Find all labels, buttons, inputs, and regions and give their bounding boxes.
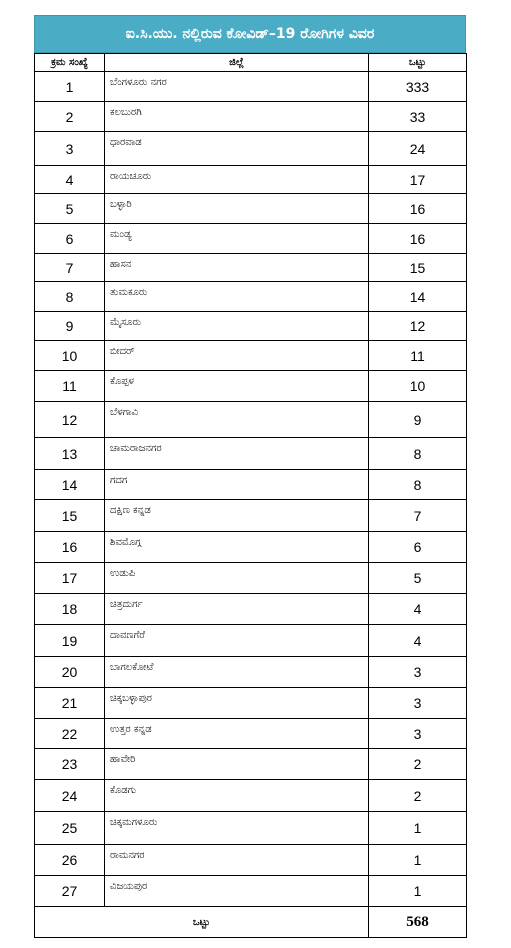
count-cell: 10 — [369, 371, 467, 402]
table-body — [35, 72, 467, 907]
district-name-cell: ಶಿವಮೊಗ್ಗ — [105, 532, 369, 563]
count-cell: 1 — [369, 876, 467, 907]
table-row — [35, 688, 467, 719]
count-cell: 1 — [369, 812, 467, 845]
table-row — [35, 166, 467, 194]
table-row — [35, 500, 467, 532]
count-cell: 12 — [369, 312, 467, 341]
serial-number-cell: 6 — [35, 224, 105, 254]
table-row — [35, 532, 467, 563]
serial-number-cell: 14 — [35, 470, 105, 500]
district-name-cell: ಕಲಬುರಗಿ — [105, 102, 369, 132]
table-row — [35, 563, 467, 594]
table-header-row — [35, 54, 467, 72]
district-name-cell: ತುಮಕೂರು — [105, 282, 369, 312]
serial-number-cell: 21 — [35, 688, 105, 719]
serial-number-cell: 3 — [35, 132, 105, 166]
total-value: 568 — [369, 907, 467, 938]
total-label: ಒಟ್ಟು — [35, 907, 369, 938]
table-row — [35, 625, 467, 657]
serial-number-cell: 12 — [35, 402, 105, 438]
table-row — [35, 282, 467, 312]
count-cell: 1 — [369, 845, 467, 876]
serial-number-cell: 2 — [35, 102, 105, 132]
table-row — [35, 254, 467, 282]
serial-number-cell: 24 — [35, 780, 105, 812]
serial-number-cell: 7 — [35, 254, 105, 282]
count-cell: 8 — [369, 470, 467, 500]
district-name-cell: ಚಿತ್ರದುರ್ಗ — [105, 594, 369, 625]
district-name-cell: ಕೊಡಗು — [105, 780, 369, 812]
count-cell: 3 — [369, 688, 467, 719]
count-cell: 6 — [369, 532, 467, 563]
table-row — [35, 72, 467, 102]
count-cell: 2 — [369, 780, 467, 812]
count-cell: 8 — [369, 438, 467, 470]
serial-number-cell: 1 — [35, 72, 105, 102]
district-name-cell: ಹಾವೇರಿ — [105, 749, 369, 780]
serial-number-cell: 25 — [35, 812, 105, 845]
district-name-cell: ರಾಯಚೂರು — [105, 166, 369, 194]
serial-number-cell: 16 — [35, 532, 105, 563]
district-name-cell: ಬೆಂಗಳೂರು ನಗರ — [105, 72, 369, 102]
count-cell: 5 — [369, 563, 467, 594]
serial-number-cell: 13 — [35, 438, 105, 470]
table-row — [35, 312, 467, 341]
district-table — [34, 53, 467, 938]
district-name-cell: ಮಂಡ್ಯ — [105, 224, 369, 254]
count-cell: 24 — [369, 132, 467, 166]
count-cell: 17 — [369, 166, 467, 194]
table-row — [35, 876, 467, 907]
table-row — [35, 594, 467, 625]
district-name-cell: ಬಾಗಲಕೋಟೆ — [105, 657, 369, 688]
serial-number-cell: 19 — [35, 625, 105, 657]
district-name-cell: ಧಾರವಾಡ — [105, 132, 369, 166]
district-name-cell: ಚಿಕ್ಕಮಗಳೂರು — [105, 812, 369, 845]
serial-number-cell: 18 — [35, 594, 105, 625]
district-name-cell: ಚಾಮರಾಜನಗರ — [105, 438, 369, 470]
table-row — [35, 780, 467, 812]
count-cell: 9 — [369, 402, 467, 438]
table-row — [35, 845, 467, 876]
total-row — [35, 907, 467, 938]
count-cell: 14 — [369, 282, 467, 312]
district-name-cell: ಮೈಸೂರು — [105, 312, 369, 341]
count-cell: 4 — [369, 625, 467, 657]
count-cell: 4 — [369, 594, 467, 625]
district-name-cell: ಬಳ್ಳಾರಿ — [105, 194, 369, 224]
count-cell: 16 — [369, 224, 467, 254]
serial-number-cell: 23 — [35, 749, 105, 780]
table-row — [35, 102, 467, 132]
district-name-cell: ದಕ್ಷಿಣ ಕನ್ನಡ — [105, 500, 369, 532]
count-cell: 33 — [369, 102, 467, 132]
serial-number-cell: 8 — [35, 282, 105, 312]
district-name-cell: ಚಿಕ್ಕಬಳ್ಳಾಪುರ — [105, 688, 369, 719]
count-cell: 7 — [369, 500, 467, 532]
serial-number-cell: 26 — [35, 845, 105, 876]
table-row — [35, 749, 467, 780]
district-name-cell: ಹಾಸನ — [105, 254, 369, 282]
table-row — [35, 402, 467, 438]
serial-number-cell: 10 — [35, 341, 105, 371]
district-name-cell: ಕೊಪ್ಪಳ — [105, 371, 369, 402]
table-row — [35, 657, 467, 688]
district-name-cell: ಬೆಳಗಾವಿ — [105, 402, 369, 438]
column-header-district: ಜಿಲ್ಲೆ — [105, 54, 369, 72]
table-row — [35, 341, 467, 371]
district-name-cell: ಉಡುಪಿ — [105, 563, 369, 594]
table-row — [35, 194, 467, 224]
serial-number-cell: 5 — [35, 194, 105, 224]
table-row — [35, 224, 467, 254]
count-cell: 3 — [369, 719, 467, 749]
serial-number-cell: 17 — [35, 563, 105, 594]
icu-covid-sheet — [34, 15, 466, 938]
count-cell: 15 — [369, 254, 467, 282]
count-cell: 333 — [369, 72, 467, 102]
count-cell: 16 — [369, 194, 467, 224]
table-row — [35, 371, 467, 402]
serial-number-cell: 11 — [35, 371, 105, 402]
column-header-total: ಒಟ್ಟು — [369, 54, 467, 72]
table-row — [35, 438, 467, 470]
count-cell: 11 — [369, 341, 467, 371]
district-name-cell: ಉತ್ತರ ಕನ್ನಡ — [105, 719, 369, 749]
table-row — [35, 719, 467, 749]
count-cell: 3 — [369, 657, 467, 688]
table-title: ಐ.ಸಿ.ಯು. ನಲ್ಲಿರುವ ಕೋವಿಡ್–19 ರೋಗಿಗಳ ವಿವರ — [34, 15, 466, 53]
serial-number-cell: 27 — [35, 876, 105, 907]
serial-number-cell: 15 — [35, 500, 105, 532]
serial-number-cell: 20 — [35, 657, 105, 688]
district-name-cell: ರಾಮನಗರ — [105, 845, 369, 876]
column-header-serial: ಕ್ರಮ ಸಂಖ್ಯೆ — [35, 54, 105, 72]
district-name-cell: ಬೀದರ್ — [105, 341, 369, 371]
count-cell: 2 — [369, 749, 467, 780]
district-name-cell: ವಿಜಯಪುರ — [105, 876, 369, 907]
table-row — [35, 132, 467, 166]
table-row — [35, 470, 467, 500]
serial-number-cell: 9 — [35, 312, 105, 341]
district-name-cell: ಗದಗ — [105, 470, 369, 500]
serial-number-cell: 4 — [35, 166, 105, 194]
serial-number-cell: 22 — [35, 719, 105, 749]
table-row — [35, 812, 467, 845]
district-name-cell: ದಾವಣಗೆರೆ — [105, 625, 369, 657]
